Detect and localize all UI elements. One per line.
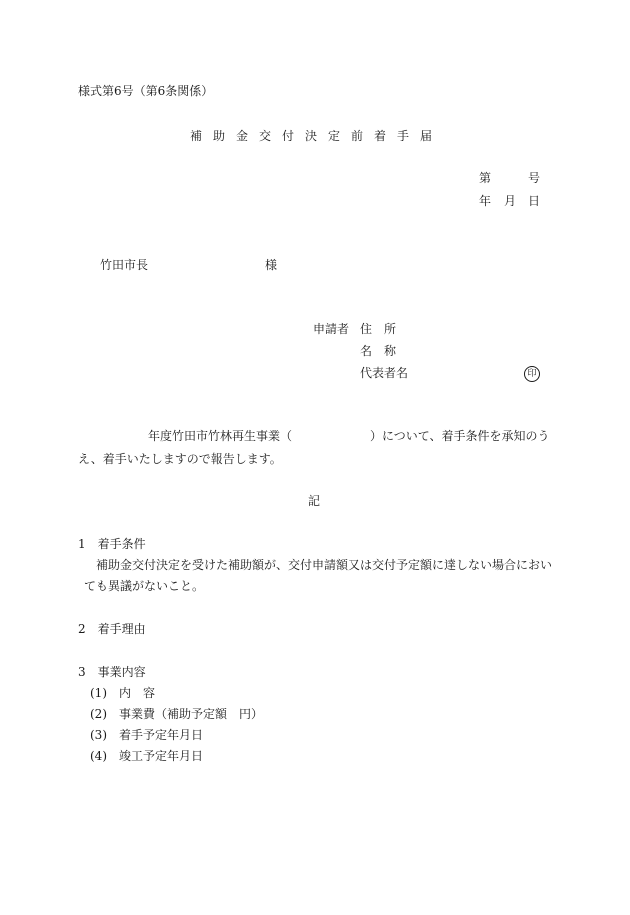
section-3-item-2: (2) 事業費（補助予定額 円） [90, 707, 263, 721]
section-1-line-1: 補助金交付決定を受けた補助額が、交付申請額又は交付予定額に達しない場合におい [96, 558, 553, 572]
section-3-heading: 3 事業内容 [78, 665, 146, 679]
doc-number-go: 号 [528, 171, 541, 185]
section-3-item-4: (4) 竣工予定年月日 [90, 749, 203, 763]
date-year: 年 [479, 194, 492, 208]
ki-heading: 記 [308, 494, 321, 508]
seal-mark-icon: 印 [524, 366, 540, 382]
date-month: 月 [504, 194, 517, 208]
section-1-heading: 1 着手条件 [78, 537, 146, 551]
document-title: 補助金交付決定前着手届 [190, 129, 444, 143]
applicant-label: 申請者 [313, 322, 350, 336]
section-1-line-2: ても異議がないこと。 [84, 579, 205, 593]
body-line2: え、着手いたしますので報告します。 [78, 452, 282, 466]
addressee: 竹田市長 [100, 258, 149, 272]
date-day: 日 [528, 194, 541, 208]
representative-label: 代表者名 [360, 366, 409, 380]
address-label: 住 所 [360, 322, 397, 336]
body-line1-prefix: 年度竹田市竹林再生事業（ [148, 429, 293, 443]
section-3-item-1: (1) 内 容 [90, 686, 155, 700]
form-number: 様式第6号（第6条関係） [78, 84, 214, 98]
body-line1-suffix: ）について、着手条件を承知のう [370, 429, 550, 443]
section-2-heading: 2 着手理由 [78, 622, 146, 636]
section-3-item-3: (3) 着手予定年月日 [90, 728, 203, 742]
name-label: 名 称 [360, 344, 397, 358]
addressee-suffix: 様 [265, 258, 278, 272]
doc-number-dai: 第 [479, 171, 492, 185]
